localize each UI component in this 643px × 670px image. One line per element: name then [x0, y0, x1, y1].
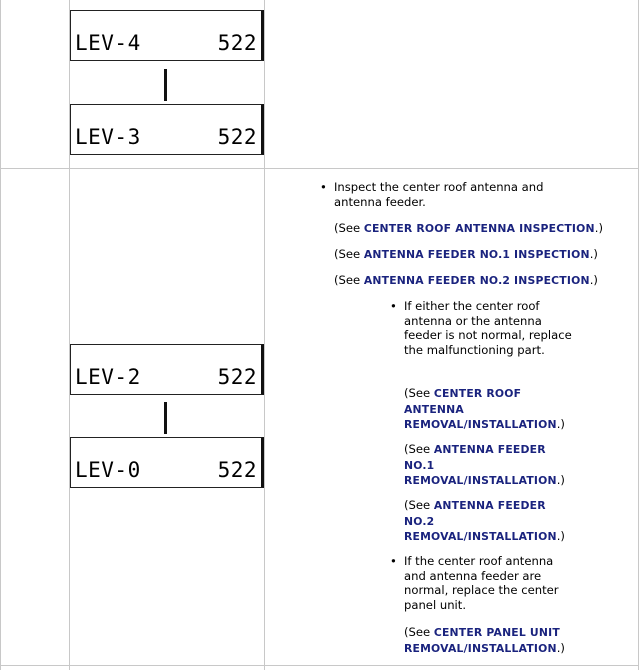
lcd-value: 522: [217, 458, 257, 482]
instruction-bullet-normal: [404, 554, 574, 612]
lcd-label: LEV-0: [75, 458, 141, 482]
instruction-bullet-inspect: [334, 180, 579, 209]
lcd-display-lev-2: [70, 344, 264, 395]
see-prefix: (See: [404, 625, 434, 639]
link-center-roof-antenna-removal[interactable]: CENTER ROOF ANTENNA REMOVAL/INSTALLATION: [404, 387, 557, 432]
see-reference: [404, 625, 584, 656]
lcd-display-lev-4: [70, 10, 264, 61]
see-suffix: .): [556, 473, 565, 488]
see-suffix: .): [556, 529, 565, 544]
lcd-value: 522: [217, 31, 257, 55]
table-border-bottom: [0, 665, 639, 666]
instruction-bullet-not-normal: [404, 299, 576, 357]
see-suffix: .): [589, 247, 598, 261]
link-center-panel-unit-removal[interactable]: CENTER PANEL UNIT REMOVAL/INSTALLATION: [404, 626, 560, 655]
display-connector: [164, 402, 167, 434]
see-reference: [334, 273, 634, 289]
link-antenna-feeder-no1-removal[interactable]: ANTENNA FEEDER NO.1 REMOVAL/INSTALLATION: [404, 443, 557, 488]
table-row-divider: [0, 168, 639, 169]
display-connector: [164, 69, 167, 101]
see-prefix: (See: [404, 498, 434, 512]
see-prefix: (See: [334, 221, 364, 235]
table-border-left: [0, 0, 1, 670]
see-reference: [404, 442, 564, 489]
see-prefix: (See: [334, 247, 364, 261]
lcd-value: 522: [217, 125, 257, 149]
instruction-text: If the center roof antenna and antenna feeder are normal, replace the center panel unit.: [404, 554, 559, 612]
see-reference: [404, 498, 564, 545]
lcd-value: 522: [217, 365, 257, 389]
lcd-display-lev-3: [70, 104, 264, 155]
link-center-roof-antenna-inspection[interactable]: CENTER ROOF ANTENNA INSPECTION: [363, 222, 595, 235]
table-border-column-1: [69, 0, 70, 670]
see-suffix: .): [556, 417, 565, 432]
lcd-label: LEV-2: [75, 365, 141, 389]
see-prefix: (See: [404, 386, 434, 400]
see-reference: [334, 221, 634, 237]
see-prefix: (See: [334, 273, 364, 287]
see-reference: [404, 386, 564, 433]
lcd-display-lev-0: [70, 437, 264, 488]
see-reference: [334, 247, 634, 263]
lcd-label: LEV-3: [75, 125, 141, 149]
see-suffix: .): [556, 640, 565, 655]
table-border-right: [638, 0, 639, 670]
link-antenna-feeder-no2-removal[interactable]: ANTENNA FEEDER NO.2 REMOVAL/INSTALLATION: [404, 499, 557, 544]
see-suffix: .): [589, 273, 598, 287]
table-border-column-2: [264, 0, 265, 670]
see-suffix: .): [594, 221, 603, 235]
link-antenna-feeder-no1-inspection[interactable]: ANTENNA FEEDER NO.1 INSPECTION: [363, 248, 590, 261]
lcd-label: LEV-4: [75, 31, 141, 55]
instruction-text: If either the center roof antenna or the antenna feeder is not normal, replace the malfunctioning part.: [404, 299, 572, 357]
instruction-text: Inspect the center roof antenna and antenna feeder.: [334, 180, 544, 209]
see-prefix: (See: [404, 442, 434, 456]
link-antenna-feeder-no2-inspection[interactable]: ANTENNA FEEDER NO.2 INSPECTION: [363, 274, 590, 287]
